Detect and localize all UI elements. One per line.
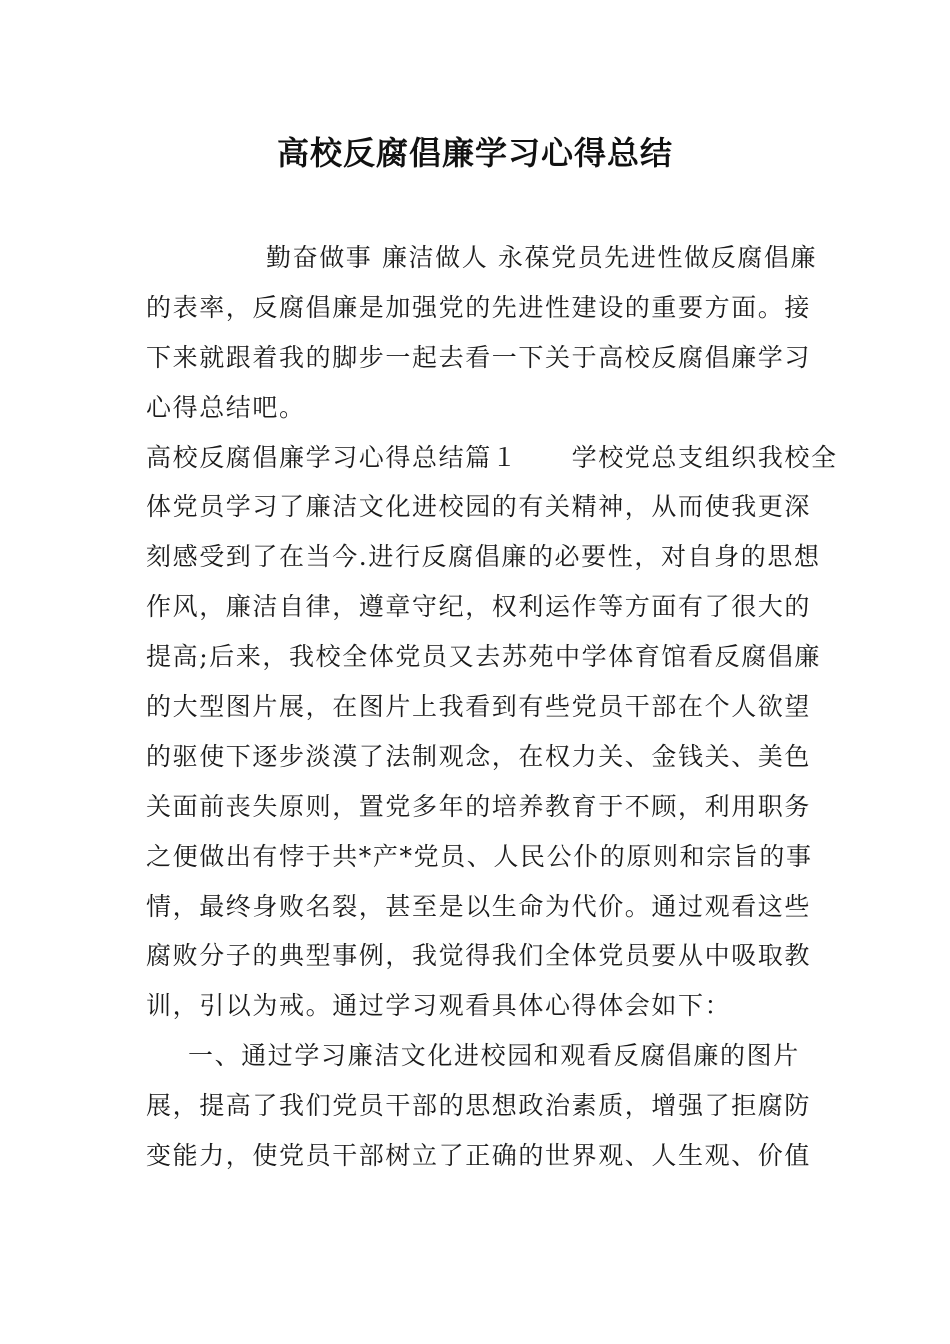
- paragraph-line: 一、通过学习廉洁文化进校园和观看反腐倡廉的图片: [188, 1041, 800, 1071]
- paragraph-line: 作风，廉洁自律，遵章守纪，权利运作等方面有了很大的: [146, 592, 812, 622]
- paragraph-line: 下来就跟着我的脚步一起去看一下关于高校反腐倡廉学习: [146, 342, 812, 372]
- paragraph-line: 刻感受到了在当今.进行反腐倡廉的必要性，对自身的思想: [146, 542, 821, 572]
- paragraph-line: 腐败分子的典型事例，我觉得我们全体党员要从中吸取教: [146, 941, 812, 971]
- paragraph-line: 展，提高了我们党员干部的思想政治素质，增强了拒腐防: [146, 1091, 812, 1121]
- section-heading-line: 高校反腐倡廉学习心得总结篇１ 学校党总支组织我校全: [146, 442, 838, 472]
- document-title: 高校反腐倡廉学习心得总结: [276, 134, 673, 172]
- paragraph-line: 关面前丧失原则，置党多年的培养教育于不顾，利用职务: [146, 791, 812, 821]
- paragraph-line: 的大型图片展，在图片上我看到有些党员干部在个人欲望: [146, 692, 812, 722]
- paragraph-line: 训，引以为戒。通过学习观看具体心得体会如下：: [146, 991, 732, 1021]
- paragraph-line: 的表率，反腐倡廉是加强党的先进性建设的重要方面。接: [146, 292, 812, 322]
- paragraph-line: 的驱使下逐步淡漠了法制观念，在权力关、金钱关、美色: [146, 741, 812, 771]
- paragraph-line: 心得总结吧。: [146, 392, 306, 422]
- paragraph-line: 体党员学习了廉洁文化进校园的有关精神，从而使我更深: [146, 492, 812, 522]
- paragraph-line: 提高;后来，我校全体党员又去苏苑中学体育馆看反腐倡廉: [146, 642, 822, 672]
- paragraph-line: 之便做出有悖于共*产*党员、人民公仆的原则和宗旨的事: [146, 841, 813, 871]
- document-body: [146, 233, 838, 1181]
- paragraph-line: 情，最终身败名裂，甚至是以生命为代价。通过观看这些: [146, 891, 812, 921]
- paragraph-line: 勤奋做事 廉洁做人 永葆党员先进性做反腐倡廉: [266, 243, 818, 272]
- paragraph-line: 变能力，使党员干部树立了正确的世界观、人生观、价值: [146, 1141, 812, 1171]
